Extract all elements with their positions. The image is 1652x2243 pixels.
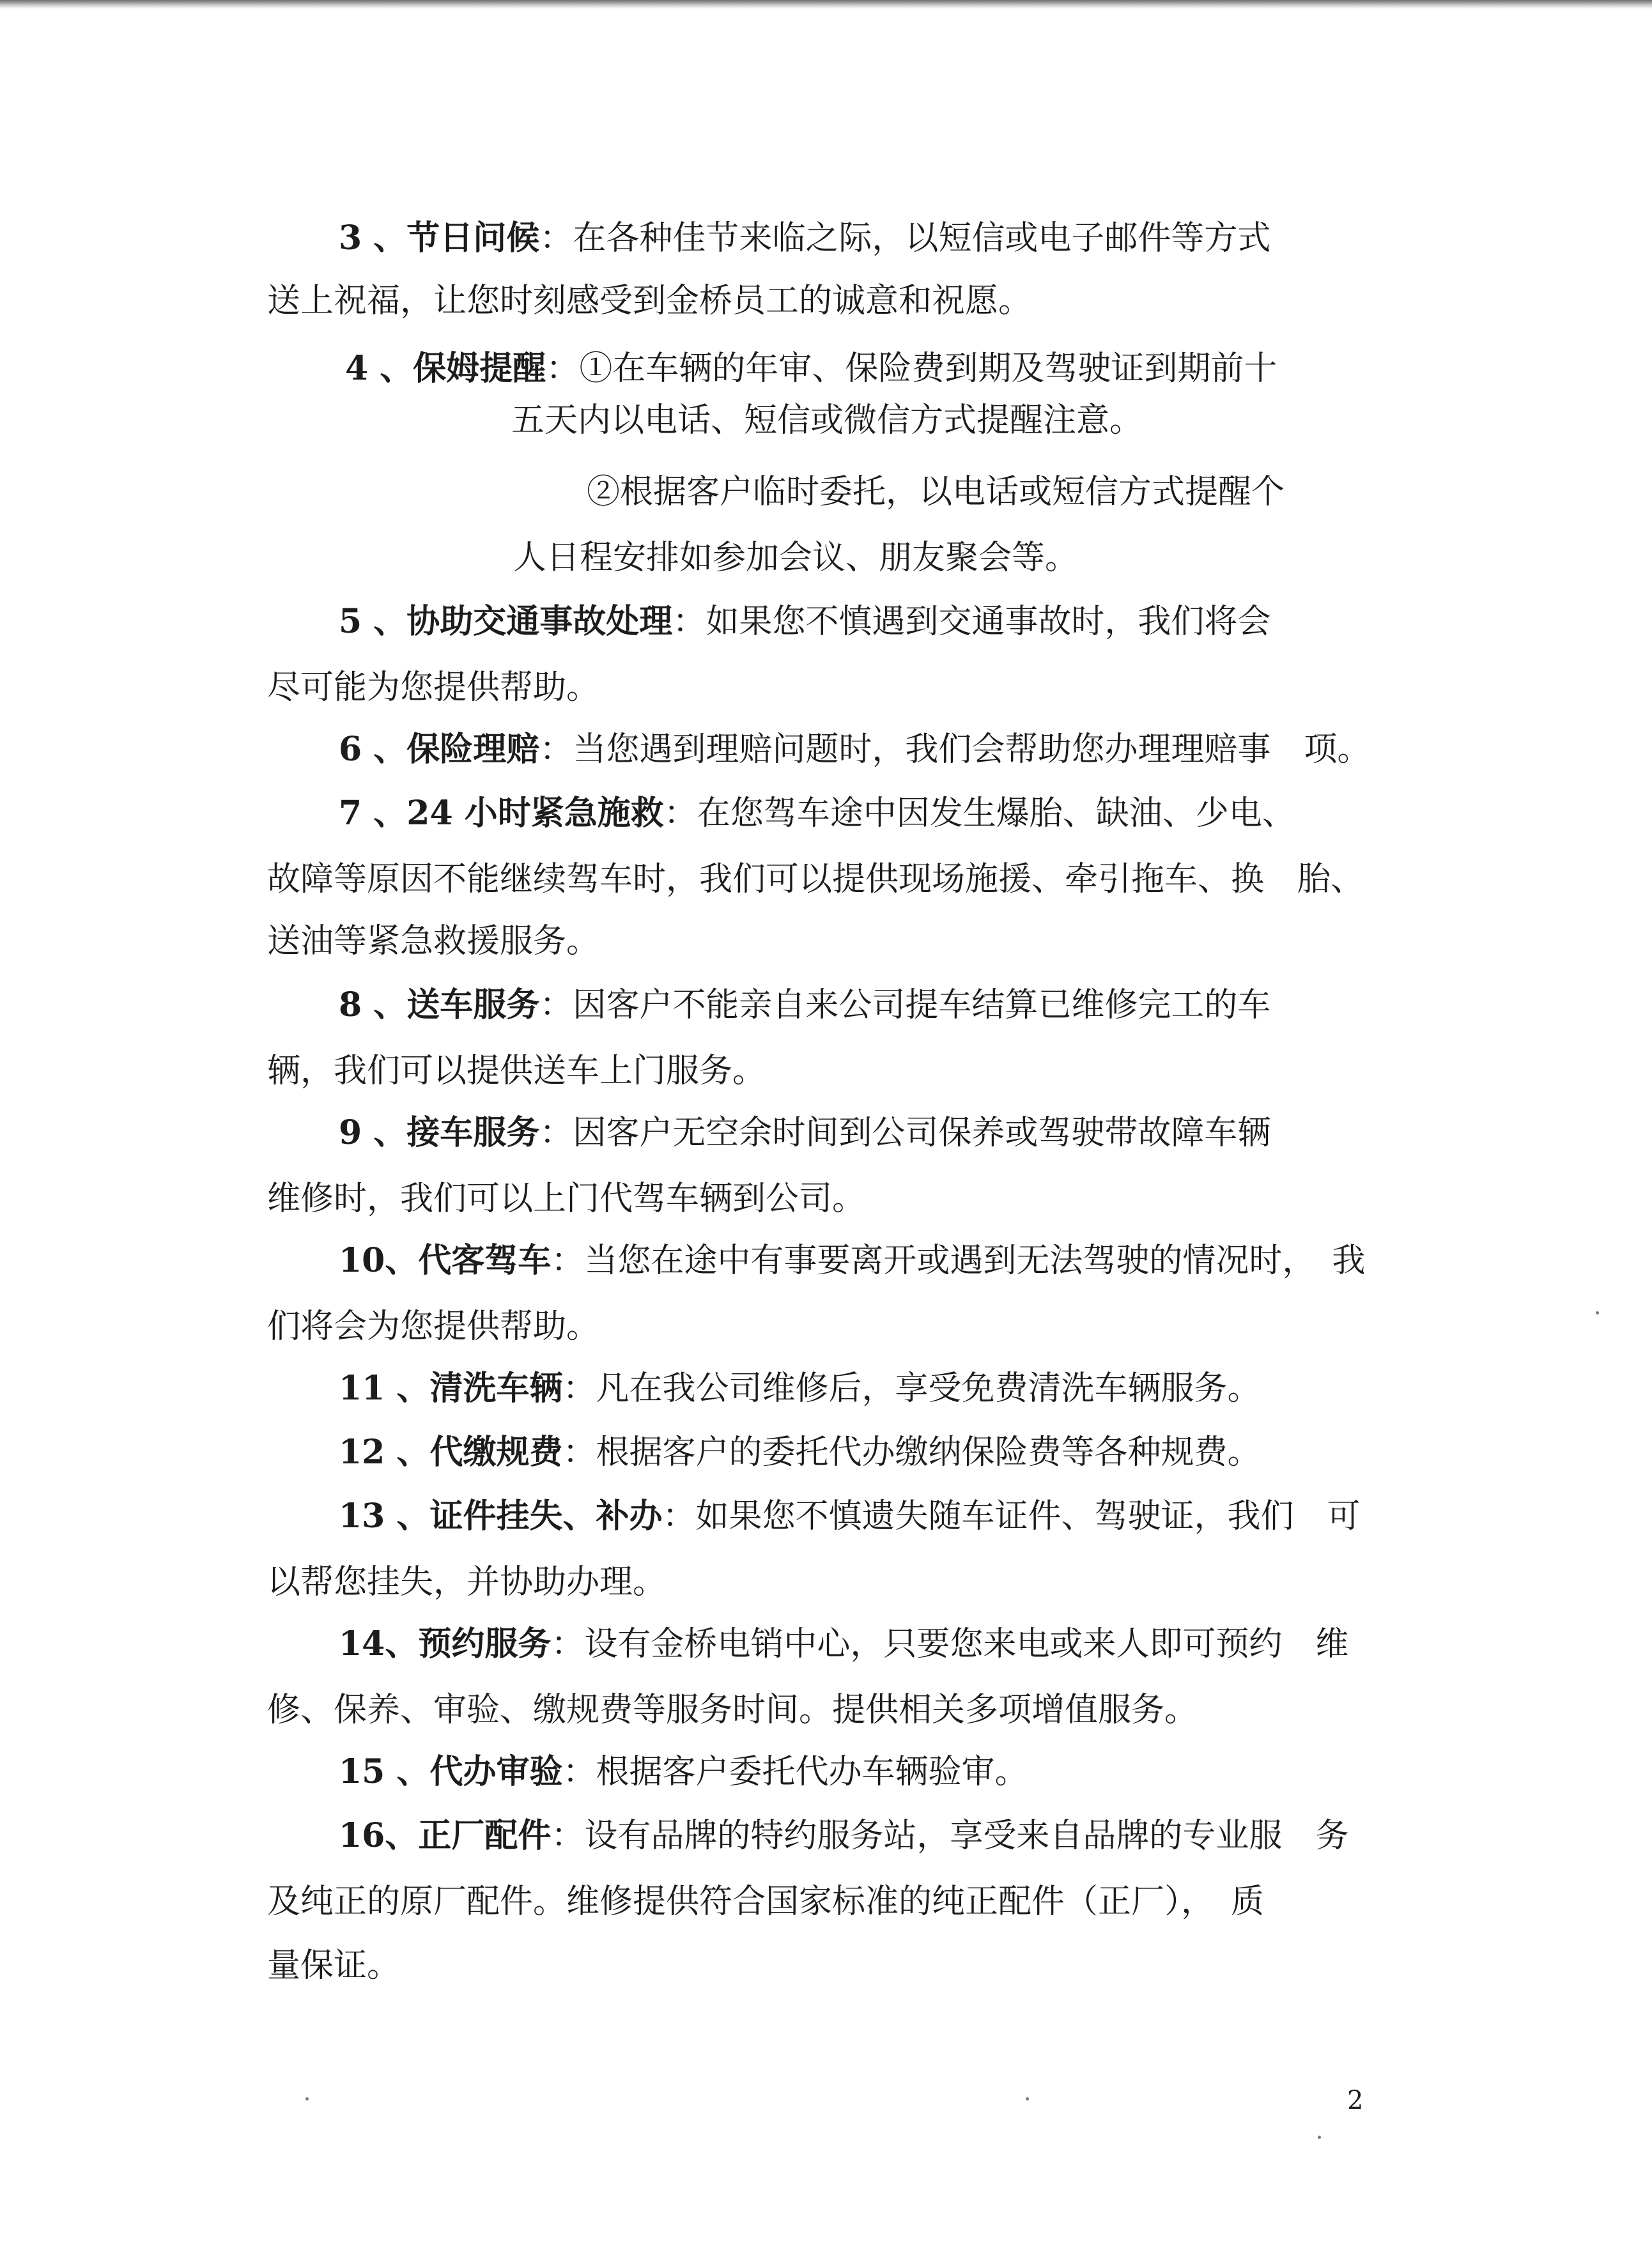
item-10-number: 10、 bbox=[339, 1241, 419, 1280]
item-13-text: ：如果您不慎遗失随车证件、驾驶证，我们 可 bbox=[662, 1497, 1361, 1536]
scan-speck bbox=[305, 2097, 309, 2100]
item-11-number: 11 、 bbox=[339, 1369, 430, 1408]
item-14-text: ：设有金桥电销中心，只要您来电或来人即可预约 维 bbox=[551, 1625, 1349, 1663]
item-7-line-3: 送油等紧急救援服务。 bbox=[267, 922, 600, 960]
item-4-line-2: 五天内以电话、短信或微信方式提醒注意。 bbox=[511, 401, 1143, 440]
item-10-title: 代客驾车 bbox=[418, 1241, 552, 1280]
item-3-number: 3 、 bbox=[339, 219, 407, 258]
item-7-line-2: 故障等原因不能继续驾车时，我们可以提供现场施援、牵引拖车、换 胎、 bbox=[267, 860, 1364, 898]
item-10-text: ：当您在途中有事要离开或遇到无法驾驶的情况时， 我 bbox=[551, 1242, 1366, 1280]
item-4-number: 4 、 bbox=[345, 349, 413, 388]
item-9-line-1 bbox=[339, 1112, 1270, 1154]
item-12-line-1 bbox=[339, 1431, 1261, 1474]
item-5-line-1 bbox=[339, 601, 1270, 643]
item-16-title: 正厂配件 bbox=[418, 1816, 552, 1855]
item-13-title: 证件挂失、补办 bbox=[429, 1497, 663, 1536]
item-5-line-2: 尽可能为您提供帮助。 bbox=[267, 668, 600, 707]
item-3-text: ：在各种佳节来临之际，以短信或电子邮件等方式 bbox=[539, 219, 1271, 258]
item-3-line-1 bbox=[339, 217, 1270, 259]
item-15-title: 代办审验 bbox=[429, 1752, 563, 1791]
item-4-title: 保姆提醒 bbox=[413, 349, 546, 388]
item-16-number: 16、 bbox=[339, 1816, 419, 1855]
item-3-line-2: 送上祝福，让您时刻感受到金桥员工的诚意和祝愿。 bbox=[267, 282, 1032, 320]
item-5-title: 协助交通事故处理 bbox=[406, 602, 673, 641]
item-7-title: 24 小时紧急施救 bbox=[406, 794, 664, 833]
item-12-number: 12 、 bbox=[339, 1433, 430, 1472]
item-4-line-4: 人日程安排如参加会议、朋友聚会等。 bbox=[513, 539, 1079, 577]
item-8-line-1 bbox=[339, 984, 1270, 1026]
item-14-title: 预约服务 bbox=[418, 1624, 552, 1663]
item-9-title: 接车服务 bbox=[406, 1113, 540, 1152]
item-11-line-1 bbox=[339, 1368, 1261, 1410]
item-15-line-1 bbox=[339, 1751, 1028, 1793]
item-6-line-1 bbox=[339, 728, 1370, 771]
item-4-text: ：①在车辆的年审、保险费到期及驾驶证到期前十 bbox=[546, 350, 1278, 388]
item-3-title: 节日问候 bbox=[406, 219, 540, 258]
item-8-number: 8 、 bbox=[339, 985, 407, 1024]
item-5-text: ：如果您不慎遇到交通事故时，我们将会 bbox=[672, 603, 1271, 641]
item-8-title: 送车服务 bbox=[406, 985, 540, 1024]
scan-speck bbox=[1596, 1311, 1599, 1314]
item-7-line-1 bbox=[339, 792, 1295, 835]
item-8-text: ：因客户不能亲自来公司提车结算已维修完工的车 bbox=[539, 986, 1271, 1024]
item-13-line-1 bbox=[339, 1495, 1361, 1538]
item-15-text: ：根据客户委托代办车辆验审。 bbox=[562, 1753, 1028, 1791]
item-14-number: 14、 bbox=[339, 1624, 419, 1663]
item-9-line-2: 维修时，我们可以上门代驾车辆到公司。 bbox=[267, 1180, 866, 1218]
item-7-number: 7 、 bbox=[339, 794, 407, 833]
item-13-line-2: 以帮您挂失，并协助办理。 bbox=[267, 1563, 667, 1601]
item-16-line-3: 量保证。 bbox=[267, 1946, 401, 1985]
item-4-line-1 bbox=[345, 348, 1277, 390]
item-16-line-2: 及纯正的原厂配件。维修提供符合国家标准的纯正配件（正厂）， 质 bbox=[267, 1883, 1265, 1921]
item-9-number: 9 、 bbox=[339, 1113, 407, 1152]
item-12-text: ：根据客户的委托代办缴纳保险费等各种规费。 bbox=[562, 1433, 1261, 1472]
item-11-title: 清洗车辆 bbox=[429, 1369, 563, 1408]
item-12-title: 代缴规费 bbox=[429, 1433, 563, 1472]
scan-speck bbox=[1026, 2097, 1029, 2100]
item-11-text: ：凡在我公司维修后，享受免费清洗车辆服务。 bbox=[562, 1369, 1261, 1408]
item-16-text: ：设有品牌的特约服务站，享受来自品牌的专业服 务 bbox=[551, 1817, 1349, 1855]
item-16-line-1 bbox=[339, 1815, 1348, 1857]
item-5-number: 5 、 bbox=[339, 602, 407, 641]
item-9-text: ：因客户无空余时间到公司保养或驾驶带故障车辆 bbox=[539, 1114, 1271, 1152]
item-13-number: 13 、 bbox=[339, 1497, 430, 1536]
item-15-number: 15 、 bbox=[339, 1752, 430, 1791]
item-6-number: 6 、 bbox=[339, 730, 407, 769]
item-7-text: ：在您驾车途中因发生爆胎、缺油、少电、 bbox=[663, 794, 1295, 833]
item-6-text: ：当您遇到理赔问题时，我们会帮助您办理理赔事 项。 bbox=[539, 730, 1371, 769]
item-14-line-2: 修、保养、审验、缴规费等服务时间。提供相关多项增值服务。 bbox=[267, 1691, 1198, 1729]
item-14-line-1 bbox=[339, 1623, 1348, 1665]
item-10-line-1 bbox=[339, 1240, 1365, 1282]
item-6-title: 保险理赔 bbox=[406, 730, 540, 769]
item-10-line-2: 们将会为您提供帮助。 bbox=[267, 1307, 600, 1346]
item-4-line-3: ②根据客户临时委托，以电话或短信方式提醒个 bbox=[587, 473, 1285, 511]
scan-speck bbox=[1318, 2136, 1321, 2139]
item-8-line-2: 辆，我们可以提供送车上门服务。 bbox=[267, 1052, 766, 1090]
page-number: 2 bbox=[1347, 2086, 1364, 2115]
